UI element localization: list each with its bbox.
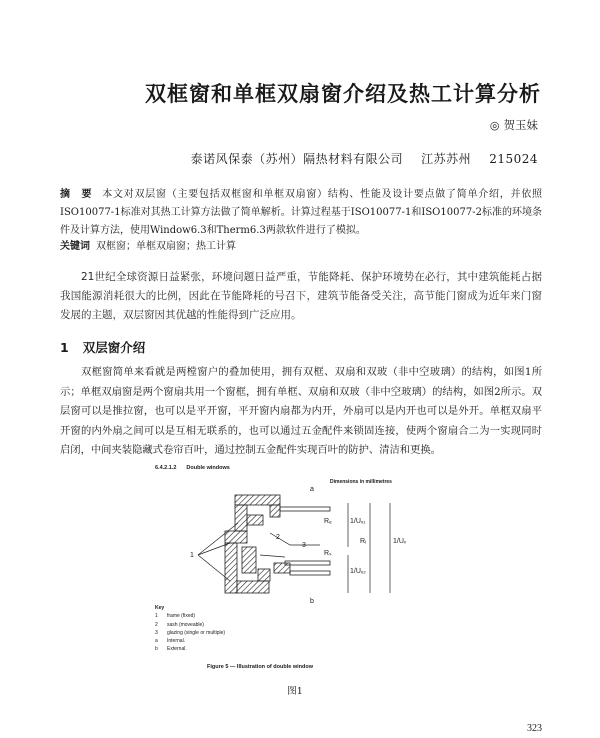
affiliation bbox=[191, 150, 538, 167]
double-window-diagram bbox=[190, 485, 420, 607]
keywords-label: 关键词 bbox=[60, 241, 90, 252]
label-glazing-3: 3 bbox=[302, 542, 306, 549]
section-title: 双层窗介绍 bbox=[82, 340, 146, 355]
label-u-w2: 1/Uᵥ₂ bbox=[350, 568, 366, 575]
affiliation-org: 泰诺风保泰（苏州）隔热材料有限公司 bbox=[190, 152, 404, 166]
section-heading bbox=[60, 338, 145, 356]
figure-heading bbox=[155, 465, 230, 471]
label-resistance-rs: Rₛ bbox=[324, 550, 332, 557]
label-external-b: b bbox=[310, 598, 314, 605]
label-frame-1: 1 bbox=[190, 552, 194, 559]
figure-key bbox=[155, 604, 225, 654]
figure-key-title: Key bbox=[155, 605, 165, 611]
section-paragraph: 双框窗简单来看就是两樘窗户的叠加使用，拥有双框、双扇和双玻（非中空玻璃）的结构，如图1所示；单框双扇窗是两个窗扇共用一个窗框，拥有单框、双扇和双玻（非中空玻璃）的结构，如图2所示。双层窗可以是推拉窗，也可以是平开窗，平开窗内扇都为内开，外扇可以是内开也可以是外开。单框双扇平开窗的内外扇之间可以是互相无联系的，也可以通过五金配件来锁固连接，使两个窗扇合二为一实现同时启闭，中间夹装隐藏式卷帘百叶，通过控制五金配件实现百叶的防护、清洁和更换。 bbox=[60, 366, 542, 456]
figure-key-row bbox=[155, 621, 225, 629]
label-internal-a: a bbox=[310, 486, 314, 493]
figure-heading-number: 6.4.2.1.2 bbox=[155, 465, 177, 471]
label-resistance-re: Rₑ bbox=[324, 518, 332, 525]
paper-title: 双框窗和单框双扇窗介绍及热工计算分析 bbox=[145, 82, 541, 106]
glazing-panes bbox=[280, 507, 330, 575]
affiliation-city: 江苏苏州 bbox=[421, 152, 472, 166]
affiliation-postcode: 215024 bbox=[489, 152, 538, 166]
key-number: 1 bbox=[155, 613, 158, 620]
key-number: 3 bbox=[155, 629, 158, 636]
figure-caption: Figure 5 — Illustration of double window bbox=[206, 664, 314, 670]
author-name: 贺玉妹 bbox=[503, 118, 538, 132]
key-text: frame (fixed) bbox=[167, 613, 196, 620]
key-number: 2 bbox=[155, 621, 158, 628]
key-text: External. bbox=[167, 646, 187, 653]
intro-paragraph: 21世纪全球资源日益紧张，环境问题日益严重，节能降耗、保护环境势在必行，其中建筑能耗占据我国能源消耗很大的比例，因此在节能降耗的号召下，建筑节能备受关注，高节能门窗成为近年来门窗发展的主题，双层窗因其优越的性能得到广泛应用。 bbox=[60, 271, 542, 321]
label-u-w: 1/Uᵥ bbox=[393, 538, 407, 545]
figure-heading-title: Double windows bbox=[186, 465, 230, 471]
key-number: b bbox=[155, 646, 158, 653]
label-resistance-ri: Rᵢ bbox=[360, 538, 367, 545]
abstract-label: 摘 要 bbox=[60, 189, 93, 200]
abstract-text: 本文对双层窗（主要包括双框窗和单框双扇窗）结构、性能及设计要点做了简单介绍，并依照ISO10077-1标准对其热工计算方法做了简单解析。计算过程基于ISO10077-1和ISO10077-2标准的环境条件及计算方法，使用Window6.3和Therm6.3两款软件进行了模拟。 bbox=[60, 189, 543, 236]
key-text: Internal. bbox=[167, 638, 186, 645]
abstract bbox=[60, 186, 542, 240]
keywords bbox=[60, 237, 236, 252]
page-number: 323 bbox=[527, 723, 542, 734]
keywords-text: 双框窗；单框双扇窗；热工计算 bbox=[96, 241, 236, 252]
label-sash-2: 2 bbox=[276, 534, 280, 541]
figure-key-row bbox=[155, 629, 225, 637]
key-text: glazing (single or multiple) bbox=[167, 629, 226, 636]
label-u-w1: 1/Uᵥ₁ bbox=[350, 518, 366, 525]
author-line bbox=[490, 117, 538, 133]
figure-key-row bbox=[155, 637, 225, 645]
figure-label: 图1 bbox=[287, 686, 303, 697]
figure-key-row bbox=[155, 645, 225, 653]
figure-key-row bbox=[155, 612, 225, 620]
figure-dimensions-note: Dimensions in millimetres bbox=[330, 479, 392, 485]
section-number: 1 bbox=[60, 340, 69, 355]
key-text: sash (moveable) bbox=[167, 621, 204, 628]
author-mark-icon: ◎ bbox=[489, 119, 500, 132]
key-number: a bbox=[155, 638, 158, 645]
